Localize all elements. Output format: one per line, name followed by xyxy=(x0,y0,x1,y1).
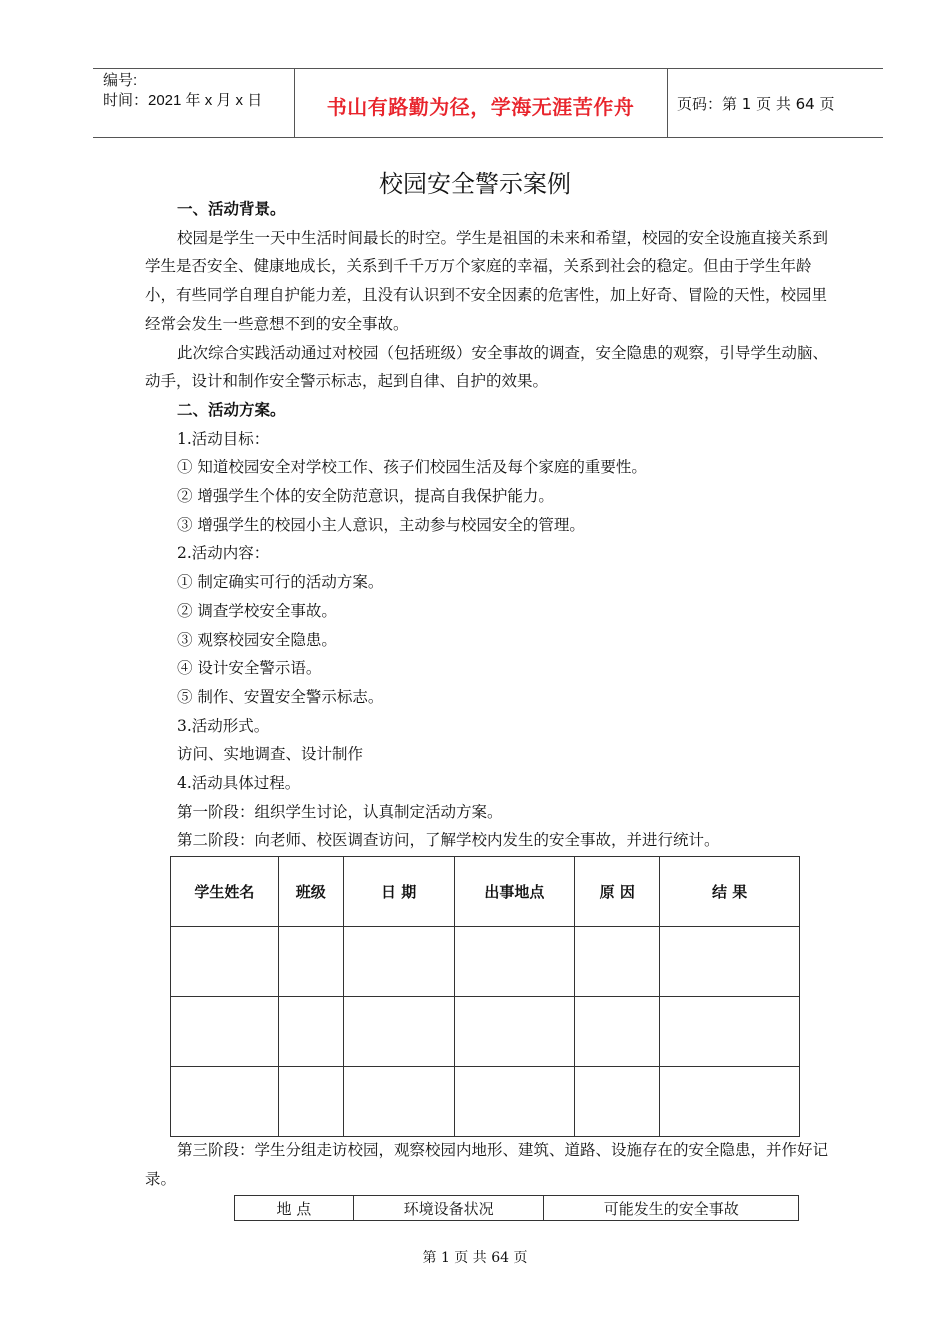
header-motto: 书山有路勤为径，学海无涯苦作舟 xyxy=(326,95,635,119)
paragraph: 访问、实地调查、设计制作 xyxy=(177,745,364,764)
column-header: 日 期 xyxy=(343,857,454,927)
subheading: 2.活动内容： xyxy=(177,544,270,563)
paragraph: 第二阶段：向老师、校医调查访问，了解学校内发生的安全事故，并进行统计。 xyxy=(177,831,720,850)
table-cell[interactable] xyxy=(343,1067,454,1137)
hazard-record-table xyxy=(234,1195,799,1221)
column-header: 原 因 xyxy=(575,857,660,927)
list-item: ③ 增强学生的校园小主人意识，主动参与校园安全的管理。 xyxy=(177,515,585,534)
header-divider xyxy=(667,69,668,137)
table-cell[interactable] xyxy=(660,997,800,1067)
list-item: ⑤ 制作、安置安全警示标志。 xyxy=(177,687,384,706)
table-cell[interactable] xyxy=(454,1067,575,1137)
paragraph: 校园是学生一天中生活时间最长的时空。学生是祖国的未来和希望，校园的安全设施直接关系到学生是否安全、健康地成长，关系到千千万万个家庭的幸福，关系到社会的稳定。但由于学生年龄小，有些同学自理自护能力差，且没有认识到不安全因素的危害性，加上好奇、冒险的天性，校园里经常会发生一些意想不到的安全事故。 xyxy=(145,228,829,333)
subheading: 1.活动目标： xyxy=(177,429,270,448)
table-cell[interactable] xyxy=(454,997,575,1067)
table-cell[interactable] xyxy=(454,927,575,997)
page-header xyxy=(93,68,883,138)
table-row xyxy=(171,927,800,997)
page-footer: 第 1 页 共 64 页 xyxy=(422,1250,528,1266)
table-cell[interactable] xyxy=(343,997,454,1067)
table-cell[interactable] xyxy=(171,927,279,997)
section-heading: 一、活动背景。 xyxy=(177,200,286,218)
accident-survey-table xyxy=(170,856,800,1137)
column-header: 地 点 xyxy=(235,1196,354,1221)
header-meta xyxy=(103,71,262,111)
list-item: ① 知道校园安全对学校工作、孩子们校园生活及每个家庭的重要性。 xyxy=(177,458,647,477)
column-header: 班级 xyxy=(278,857,343,927)
subheading: 3.活动形式。 xyxy=(177,716,270,735)
paragraph: 此次综合实践活动通过对校园（包括班级）安全事故的调查，安全隐患的观察，引导学生动脑、动手，设计和制作安全警示标志，起到自律、自护的效果。 xyxy=(145,343,829,391)
list-item: ② 增强学生个体的安全防范意识，提高自我保护能力。 xyxy=(177,487,554,506)
list-item: ④ 设计安全警示语。 xyxy=(177,659,322,678)
paragraph: 第一阶段：组织学生讨论，认真制定活动方案。 xyxy=(177,802,503,821)
table-cell[interactable] xyxy=(660,927,800,997)
time-label: 时间：2021 年 x 月 x 日 xyxy=(103,92,263,109)
column-header: 环境设备状况 xyxy=(353,1196,544,1221)
table-cell[interactable] xyxy=(660,1067,800,1137)
subheading: 4.活动具体过程。 xyxy=(177,774,301,793)
table-header-row xyxy=(171,857,800,927)
document-body xyxy=(145,195,835,855)
table-cell[interactable] xyxy=(278,997,343,1067)
table-cell[interactable] xyxy=(171,997,279,1067)
list-item: ② 调查学校安全事故。 xyxy=(177,601,337,620)
table-cell[interactable] xyxy=(278,927,343,997)
list-item: ③ 观察校园安全隐患。 xyxy=(177,630,337,649)
table-cell[interactable] xyxy=(575,997,660,1067)
table-header-row xyxy=(235,1196,799,1221)
paragraph: 第三阶段：学生分组走访校园，观察校园内地形、建筑、道路、设施存在的安全隐患，并作好记录。 xyxy=(145,1141,829,1188)
section-heading: 二、活动方案。 xyxy=(177,400,286,419)
column-header: 可能发生的安全事故 xyxy=(544,1196,799,1221)
column-header: 出事地点 xyxy=(454,857,575,927)
table-cell[interactable] xyxy=(575,927,660,997)
header-page-number: 页码：第 1 页 共 64 页 xyxy=(677,95,835,113)
table-cell[interactable] xyxy=(171,1067,279,1137)
column-header: 学生姓名 xyxy=(171,857,279,927)
table-row xyxy=(171,997,800,1067)
table-cell[interactable] xyxy=(343,927,454,997)
table-row xyxy=(171,1067,800,1137)
serial-label: 编号: xyxy=(103,72,138,89)
list-item: ① 制定确实可行的活动方案。 xyxy=(177,573,384,592)
document-title: 校园安全警示案例 xyxy=(379,170,571,198)
table-cell[interactable] xyxy=(575,1067,660,1137)
table-cell[interactable] xyxy=(278,1067,343,1137)
column-header: 结 果 xyxy=(660,857,800,927)
